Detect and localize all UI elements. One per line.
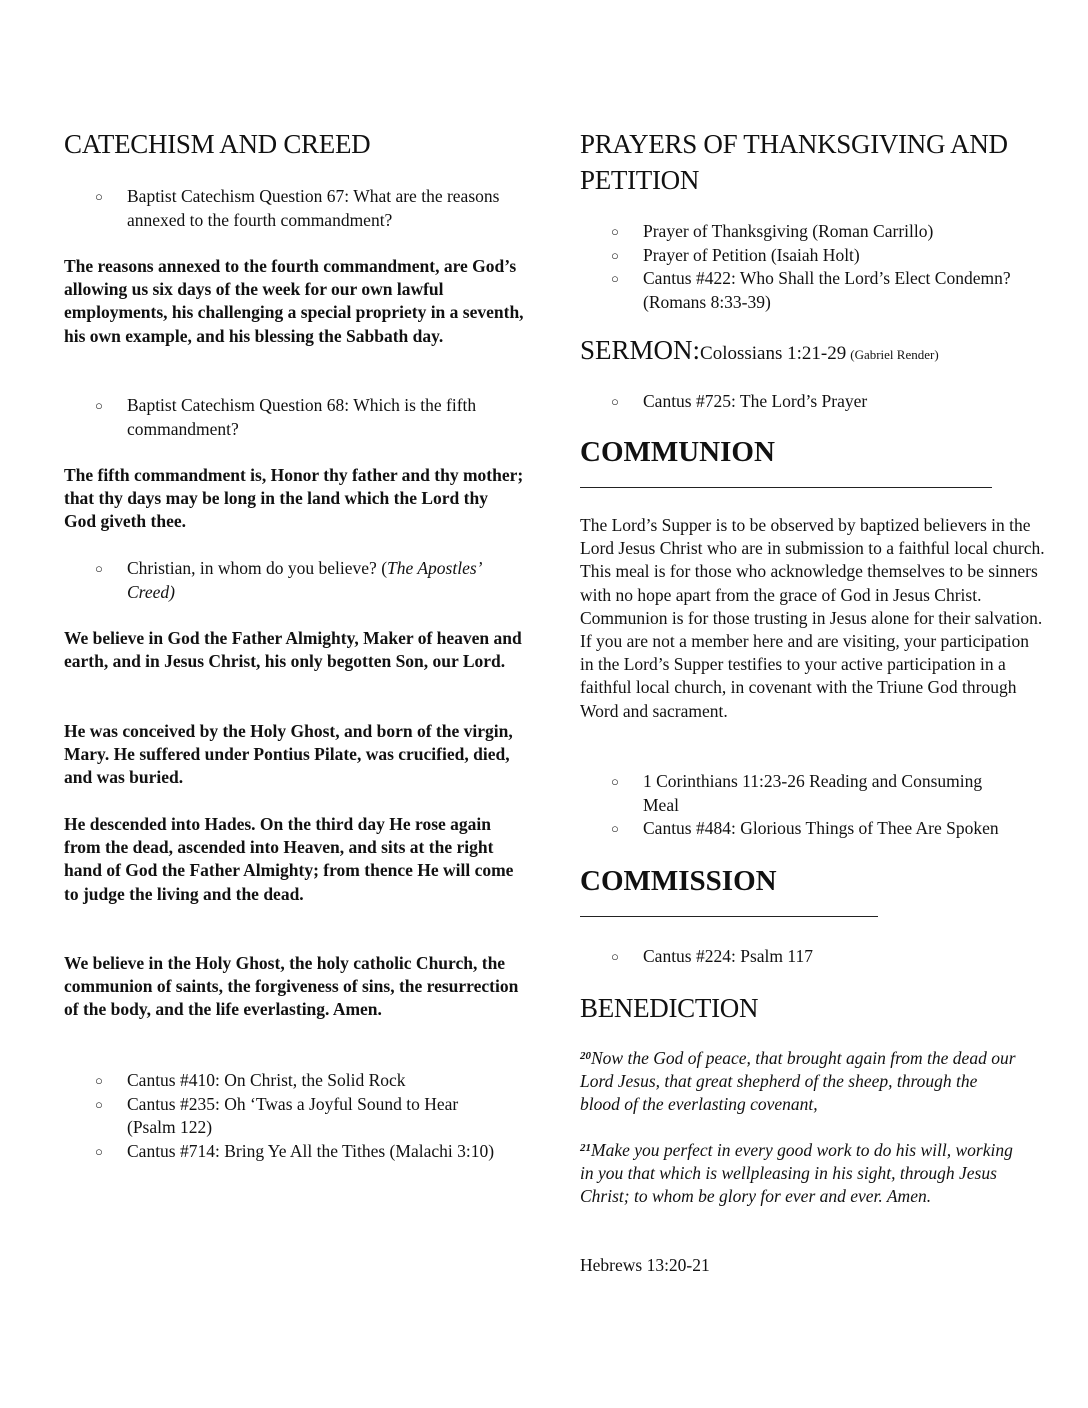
scripture-reference: Hebrews 13:20-21 <box>580 1255 710 1275</box>
q68-list <box>64 394 524 441</box>
sermon-label: SERMON: <box>580 335 701 365</box>
creed-paragraph-4: We believe in the Holy Ghost, the holy catholic Church, the communion of saints, the forgiveness of sins, the resurrection of the body, and the life everlasting. Amen. <box>64 953 519 1020</box>
list-item: ○ Baptist Catechism Question 68: Which is the fifth commandment? <box>64 394 524 441</box>
q67-list <box>64 185 524 232</box>
list-item: ○ Cantus #224: Psalm 117 <box>580 945 1020 969</box>
sermon-list <box>580 390 1020 414</box>
commission-list <box>580 945 1020 969</box>
sermon-text: Colossians 1:21-29 <box>700 343 847 364</box>
creed-question: Christian, in whom do you believe? ( <box>127 558 388 578</box>
list-item: ○ Prayer of Thanksgiving (Roman Carrillo) <box>580 220 1020 244</box>
sermon-preacher: (Gabriel Render) <box>850 347 939 362</box>
list-item: ○ Cantus #484: Glorious Things of Thee Are Spoken <box>580 817 1050 841</box>
answer-68: The fifth commandment is, Honor thy father and thy mother; that thy days may be long in the land which the Lord thy God giveth thee. <box>64 465 524 532</box>
verse-20: $^{20}$Now the God of peace, that brought again from the dead our Lord Jesus, that great shepherd of the sheep, through the blood of the everlasting covenant, <box>580 1048 1016 1115</box>
creed-question-list <box>64 557 524 604</box>
communion-heading: COMMUNION <box>580 436 775 468</box>
list-item <box>64 557 524 604</box>
sermon-line <box>580 335 939 366</box>
list-item: ○ 1 Corinthians 11:23-26 Reading and Consuming Meal <box>580 770 1050 817</box>
creed-paragraph-2: He was conceived by the Holy Ghost, and born of the virgin, Mary. He suffered under Pontius Pilate, was crucified, died, and was buried. <box>64 721 513 788</box>
commission-heading: COMMISSION <box>580 865 777 897</box>
prayers-heading: PRAYERS OF THANKSGIVING AND PETITION <box>580 129 1008 195</box>
left-songs-list <box>64 1069 504 1163</box>
creed-title: The Apostles’ Creed) <box>127 558 481 602</box>
verse-20-number: 20 <box>580 1050 591 1062</box>
communion-text: The Lord’s Supper is to be observed by baptized believers in the Lord Jesus Christ who are in submission to a faithful local church. This meal is for those who acknowledge themselves to be sinners with no hope apart from the grace of God in Jesus Christ. Communion is for those trusting in Jesus alone for their salvation. If you are not a member here and are visiting, your participation in the Lord’s Supper testifies to your active participation in a faithful local church, in covenant with the Triune God through Word and sacrament. <box>580 515 1045 721</box>
list-item: ○ Baptist Catechism Question 67: What are the reasons annexed to the fourth commandment? <box>64 185 524 232</box>
verse-21-number: 21 <box>580 1142 591 1154</box>
prayers-list <box>580 220 1020 314</box>
commission-rule <box>580 916 878 917</box>
communion-rule <box>580 487 992 488</box>
list-item: ○ Cantus #422: Who Shall the Lord’s Elect Condemn? (Romans 8:33-39) <box>580 267 1020 314</box>
creed-paragraph-3: He descended into Hades. On the third day He rose again from the dead, ascended into Heaven, and sits at the right hand of God the Father Almighty; from thence He will come to judge the living and the dead. <box>64 814 514 904</box>
list-item: ○ Prayer of Petition (Isaiah Holt) <box>580 244 1020 268</box>
list-item: ○ Cantus #410: On Christ, the Solid Rock <box>64 1069 504 1093</box>
answer-67: The reasons annexed to the fourth commandment, are God’s allowing us six days of the week for our own lawful employments, his challenging a special propriety in a seventh, his own example, and his blessing the Sabbath day. <box>64 256 524 346</box>
list-item: ○ Cantus #725: The Lord’s Prayer <box>580 390 1020 414</box>
communion-list <box>580 770 1050 841</box>
list-item: ○ Cantus #235: Oh ‘Twas a Joyful Sound to Hear (Psalm 122) <box>64 1093 504 1140</box>
catechism-heading: CATECHISM AND CREED <box>64 129 371 159</box>
verse-21: $^{21}$Make you perfect in every good work to do his will, working in you that which is wellpleasing in his sight, through Jesus Christ; to whom be glory for ever and ever. Amen. <box>580 1140 1013 1207</box>
benediction-heading: BENEDICTION <box>580 993 759 1023</box>
creed-paragraph-1: We believe in God the Father Almighty, Maker of heaven and earth, and in Jesus Christ, his only begotten Son, our Lord. <box>64 628 522 672</box>
list-item: ○ Cantus #714: Bring Ye All the Tithes (Malachi 3:10) <box>64 1140 504 1164</box>
